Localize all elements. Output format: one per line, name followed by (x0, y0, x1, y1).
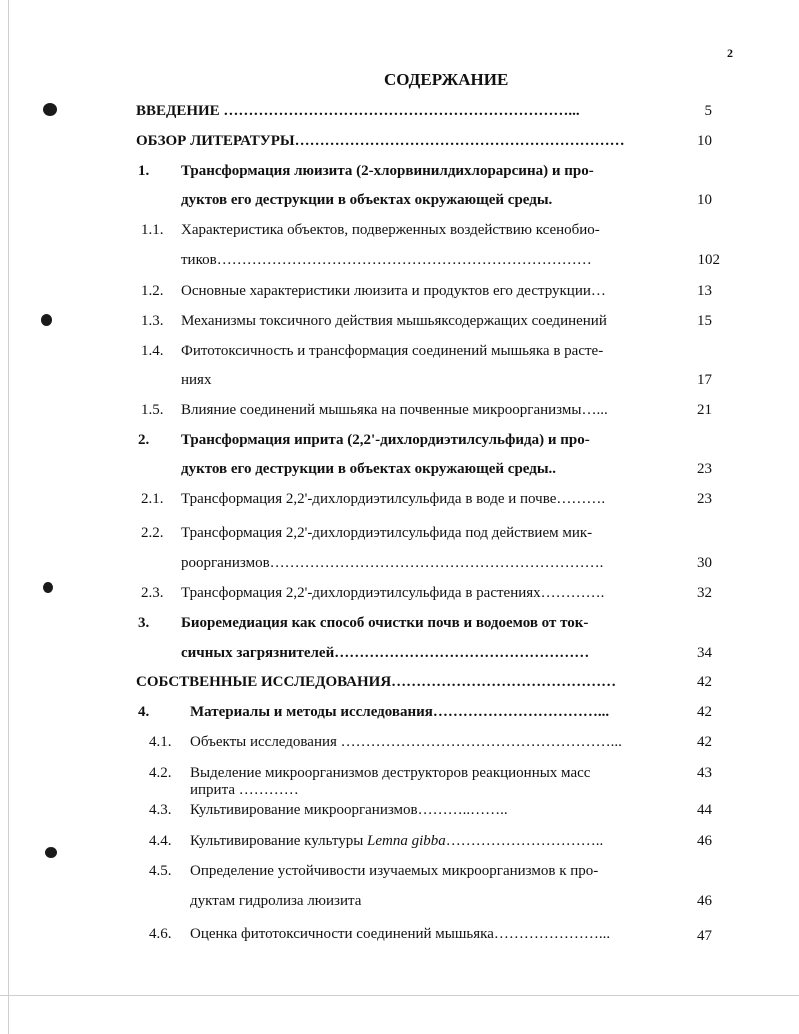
toc-text: дуктам гидролиза люизита (190, 893, 362, 909)
toc-text: Характеристика объектов, подверженных воздействию ксенобио- (181, 222, 600, 238)
toc-text: Основные характеристики люизита и продуктов его деструкции… (181, 283, 606, 299)
toc-number: 4.5. (149, 863, 172, 879)
toc-number: 2.1. (141, 491, 164, 507)
toc-text: дуктов его деструкции в объектах окружающей среды.. (181, 461, 557, 477)
punch-hole-mark (45, 847, 57, 858)
toc-page: 42 (697, 704, 712, 720)
toc-text: ниях (181, 372, 212, 388)
toc-text: Оценка фитотоксичности соединений мышьяка…………………... (190, 926, 611, 942)
toc-number: 2.2. (141, 525, 164, 541)
toc-text: ВВЕДЕНИЕ ……………………………………………………………... (136, 103, 580, 119)
toc-number: 2. (138, 432, 150, 448)
toc-text: Трансформация 2,2'-дихлордиэтилсульфида в воде и почве………. (181, 491, 606, 507)
toc-leader: ………………………….. (445, 833, 604, 849)
toc-text: Трансформация 2,2'-дихлордиэтилсульфида под действием мик- (181, 525, 593, 541)
toc-page: 17 (697, 372, 712, 388)
toc-number: 1.2. (141, 283, 164, 299)
toc-text: иприта ………… (190, 782, 299, 798)
toc-page: 23 (697, 491, 712, 507)
toc-page: 32 (697, 585, 712, 601)
toc-page: 47 (697, 928, 712, 944)
toc-text: СОБСТВЕННЫЕ ИССЛЕДОВАНИЯ……………………………………… (136, 674, 617, 690)
toc-text: дуктов его деструкции в объектах окружающей среды. (181, 192, 553, 208)
toc-number: 1.5. (141, 402, 164, 418)
toc-text: Биоремедиация как способ очистки почв и водоемов от ток- (181, 615, 589, 631)
punch-hole-mark (43, 582, 53, 593)
toc-text: тиков………………………………………………………………… (181, 252, 592, 268)
toc-number: 3. (138, 615, 150, 631)
toc-page: 5 (704, 103, 712, 119)
punch-hole-mark (43, 103, 57, 116)
toc-number: 4.4. (149, 833, 172, 849)
toc-text: ОБЗОР ЛИТЕРАТУРЫ………………………………………………………… (136, 133, 625, 149)
toc-text: Трансформация 2,2'-дихлордиэтилсульфида в растениях…………. (181, 585, 605, 601)
toc-number: 1.3. (141, 313, 164, 329)
toc-number: 4.6. (149, 926, 172, 942)
toc-text: Определение устойчивости изучаемых микроорганизмов к про- (190, 863, 599, 879)
toc-page: 13 (697, 283, 712, 299)
toc-number: 2.3. (141, 585, 164, 601)
toc-text: Материалы и методы исследования……………………………... (190, 704, 610, 720)
toc-page: 15 (697, 313, 712, 329)
toc-page: 42 (697, 674, 712, 690)
toc-page: 21 (697, 402, 712, 418)
toc-number: 4.3. (149, 802, 172, 818)
toc-page: 102 (697, 252, 720, 268)
toc-text: Объекты исследования ………………………………………………... (190, 734, 622, 750)
toc-text: Трансформация иприта (2,2'-дихлордиэтилсульфида) и про- (181, 432, 590, 448)
scan-edge-line (0, 995, 799, 996)
toc-page: 44 (697, 802, 712, 818)
toc-number: 1. (138, 163, 150, 179)
toc-text: роорганизмов…………………………………………………………. (181, 555, 604, 571)
toc-page: 43 (697, 765, 712, 781)
toc-number: 1.4. (141, 343, 164, 359)
toc-text: Влияние соединений мышьяка на почвенные микроорганизмы…... (181, 402, 608, 418)
toc-page: 46 (697, 833, 712, 849)
page-title: СОДЕРЖАНИЕ (384, 70, 509, 89)
toc-text: Трансформация люизита (2-хлорвинилдихлорарсина) и про- (181, 163, 594, 179)
toc-page: 23 (697, 461, 712, 477)
toc-page: 34 (697, 645, 712, 661)
toc-page: 10 (697, 192, 712, 208)
toc-number: 4. (138, 704, 150, 720)
toc-number: 1.1. (141, 222, 164, 238)
toc-page: 30 (697, 555, 712, 571)
toc-text: Фитотоксичность и трансформация соединений мышьяка в расте- (181, 343, 604, 359)
toc-text: сичных загрязнителей…………………………………………… (181, 645, 590, 661)
toc-page: 10 (697, 133, 712, 149)
toc-text: Механизмы токсичного действия мышьяксодержащих соединений (181, 313, 607, 329)
toc-number: 4.2. (149, 765, 172, 781)
toc-number: 4.1. (149, 734, 172, 750)
toc-text: Выделение микроорганизмов деструкторов реакционных масс (190, 765, 591, 781)
toc-text-italic: Lemna gibba (367, 833, 446, 849)
punch-hole-mark (41, 314, 52, 326)
toc-text-group (190, 832, 603, 850)
toc-page: 42 (697, 734, 712, 750)
toc-text: Культивирование культуры (190, 833, 368, 849)
scan-edge-line (8, 0, 9, 1034)
page-number: 2 (727, 46, 733, 60)
toc-text: Культивирование микроорганизмов………..…….. (190, 802, 508, 818)
toc-page: 46 (697, 893, 712, 909)
